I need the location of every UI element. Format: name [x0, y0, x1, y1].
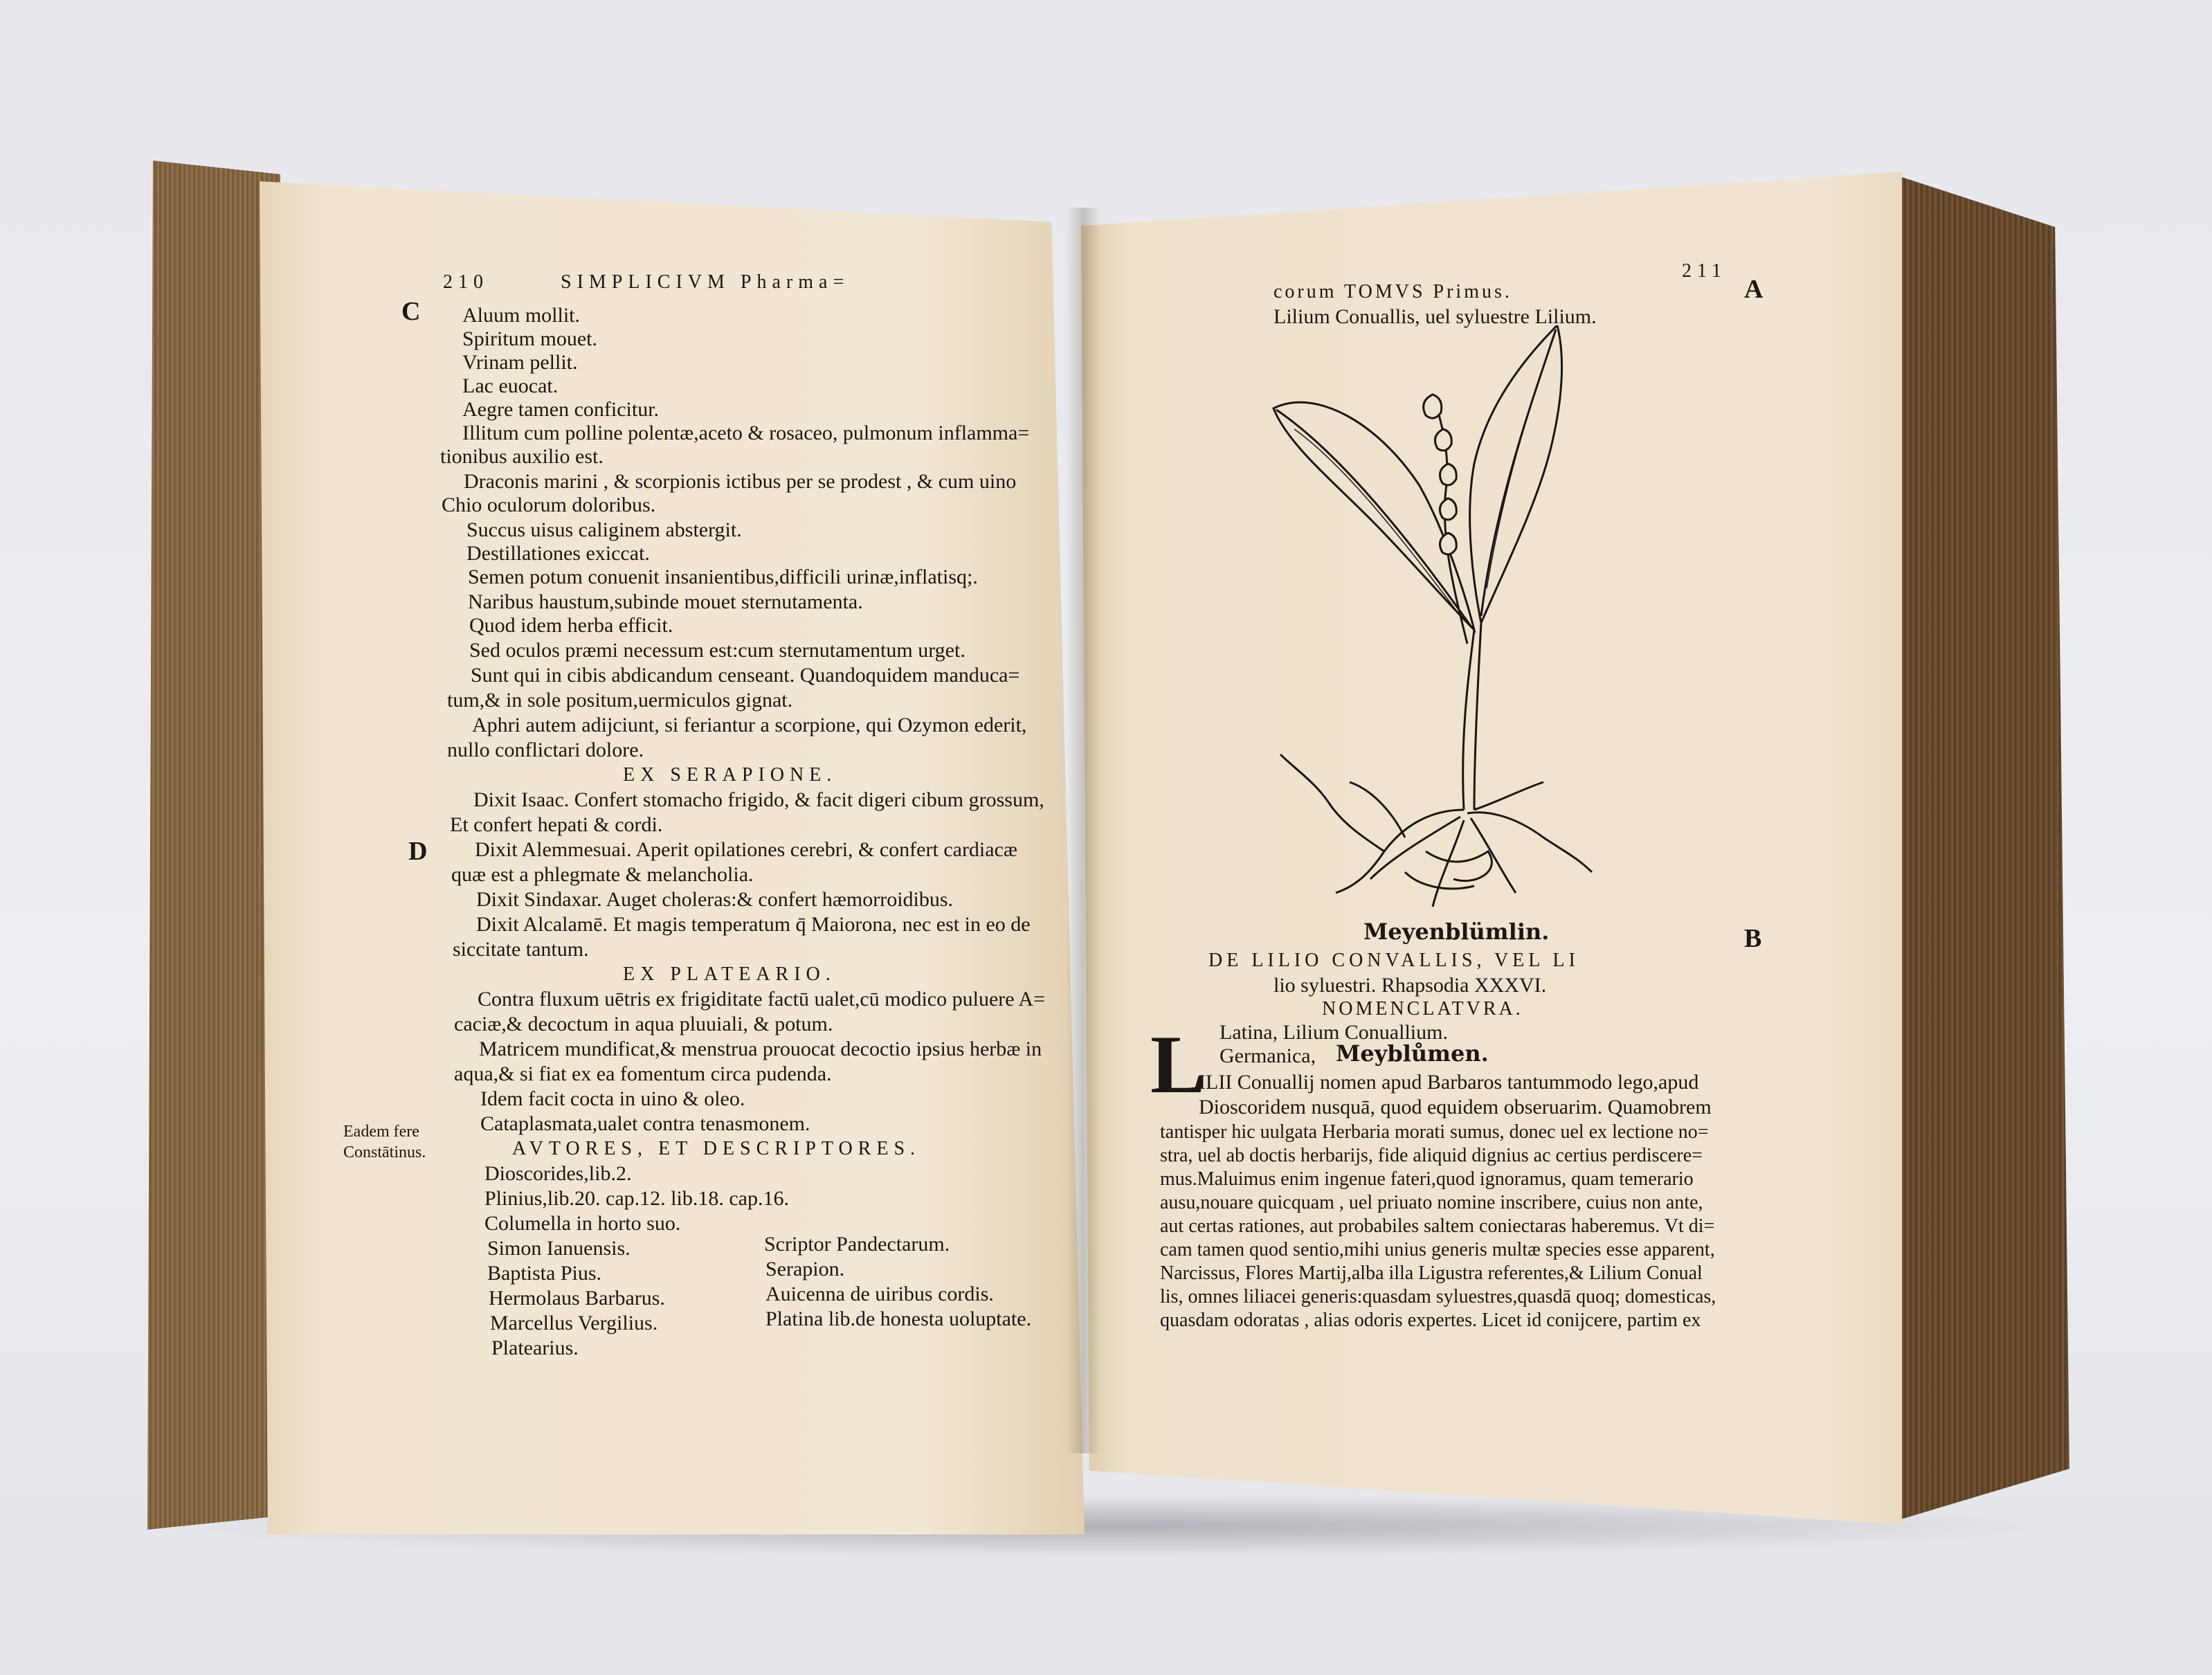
- nomenclatura-heading: NOMENCLATVRA.: [1322, 998, 1523, 1020]
- body-line: Dioscoridem nusquā, quod equidem obseruarim. Quamobrem: [1199, 1096, 1712, 1119]
- text-line: nullo conflictari dolore.: [447, 739, 644, 761]
- heading-ex-serapione: EX SERAPIONE.: [623, 764, 837, 786]
- body-line: quasdam odoratas , alias odoris expertes. Licet id conijcere, partim ex: [1160, 1310, 1701, 1331]
- right-page-number: 211: [1682, 260, 1727, 282]
- author-entry: Hermolaus Barbarus.: [489, 1287, 665, 1310]
- latin-name: Latina, Lilium Conuallium.: [1220, 1021, 1448, 1044]
- text-line: Illitum cum polline polentæ,aceto & rosaceo, pulmonum inflamma=: [462, 422, 1030, 444]
- plant-title: Lilium Conuallis, uel syluestre Lilium.: [1273, 305, 1597, 328]
- section-marker-d: D: [408, 837, 428, 866]
- text-line: Dixit Alemmesuai. Aperit opilationes cerebri, & confert cardiacæ: [475, 838, 1017, 861]
- author-entry: Platearius.: [491, 1337, 579, 1359]
- text-line: tum,& in sole positum,uermiculos gignat.: [447, 689, 793, 712]
- text-line: caciæ,& decoctum in aqua pluuiali, & potum.: [454, 1013, 833, 1035]
- author-entry: Platina lib.de honesta uoluptate.: [765, 1307, 1032, 1330]
- body-line: lis, omnes liliacei generis:quasdam syluestres,quasdā quoq; domesticas,: [1160, 1286, 1716, 1307]
- book-gutter: [1066, 208, 1100, 1454]
- author-entry: Marcellus Vergilius.: [490, 1312, 658, 1334]
- text-line: siccitate tantum.: [453, 938, 589, 961]
- lily-of-the-valley-woodcut: [1267, 325, 1599, 914]
- text-line: Vrinam pellit.: [462, 351, 578, 374]
- text-line: Cataplasmata,ualet contra tenasmonem.: [480, 1112, 810, 1135]
- body-line: cam tamen quod sentio,mihi unius generis multæ species esse apparent,: [1160, 1239, 1715, 1260]
- text-line: Quod idem herba efficit.: [469, 614, 673, 637]
- text-line: Aphri autem adijciunt, si feriantur a scorpione, qui Ozymon ederit,: [472, 714, 1027, 736]
- author-entry: Simon Ianuensis.: [487, 1237, 631, 1260]
- body-line: ILII Conuallij nomen apud Barbaros tantummodo lego,apud: [1199, 1071, 1699, 1094]
- text-line: Succus uisus caliginem abstergit.: [466, 518, 742, 541]
- right-running-head: corum TOMVS Primus.: [1273, 281, 1512, 302]
- body-line: ausu,nouare quicquam , uel priuato nomine inscribere, cuius non ante,: [1160, 1192, 1703, 1213]
- chapter-heading: DE LILIO CONVALLIS, VEL LI: [1208, 950, 1579, 971]
- author-entry: Auicenna de uiribus cordis.: [765, 1283, 994, 1305]
- text-line: Idem facit cocta in uino & oleo.: [480, 1087, 745, 1110]
- text-line: aqua,& si fiat ex ea fomentum circa pudenda.: [454, 1062, 832, 1085]
- germanica-value: Meyblůmen.: [1336, 1040, 1489, 1067]
- body-line: mus.Maluimus enim ingenue fateri,quod ignoramus, quam temerario: [1160, 1168, 1694, 1190]
- text-line: Aegre tamen conficitur.: [462, 398, 660, 421]
- author-entry: Baptista Pius.: [487, 1262, 602, 1285]
- left-running-head: SIMPLICIVM Pharma=: [561, 271, 850, 293]
- margin-note: Constātinus.: [343, 1143, 426, 1161]
- decorated-initial: L: [1150, 1018, 1206, 1110]
- text-line: Contra fluxum uētris ex frigiditate factū ualet,cū modico puluere A=: [478, 988, 1046, 1011]
- text-line: Aluum mollit.: [462, 304, 581, 327]
- text-line: Dixit Alcalamē. Et magis temperatum q̄ Maiorona, nec est in eo de: [476, 913, 1031, 936]
- heading-autores: AVTORES, ET DESCRIPTORES.: [512, 1138, 921, 1159]
- germanica-label: Germanica,: [1220, 1044, 1316, 1067]
- text-line: Chio oculorum doloribus.: [442, 494, 656, 516]
- author-entry: Scriptor Pandectarum.: [764, 1233, 950, 1256]
- body-line: stra, uel ab doctis herbarijs, fide aliquid dignius ac certius perdiscere=: [1160, 1145, 1703, 1166]
- text-line: quæ est a phlegmate & melancholia.: [451, 863, 754, 886]
- body-line: Narcissus, Flores Martij,alba illa Ligustra referentes,& Lilium Conual: [1160, 1262, 1703, 1284]
- margin-note: Eadem fere: [343, 1123, 419, 1141]
- left-page-number: 210: [443, 271, 489, 293]
- section-marker-b: B: [1744, 924, 1762, 953]
- text-line: Dixit Sindaxar. Auget choleras:& confert hæmorroidibus.: [476, 888, 954, 911]
- heading-ex-plateario: EX PLATEARIO.: [623, 963, 836, 985]
- text-line: tionibus auxilio est.: [440, 445, 604, 468]
- chapter-heading: lio syluestri. Rhapsodia XXXVI.: [1273, 974, 1547, 997]
- text-line: Dixit Isaac. Confert stomacho frigido, & facit digeri cibum grossum,: [473, 788, 1044, 811]
- text-line: Sunt qui in cibis abdicandum censeant. Quandoquidem manduca=: [471, 664, 1020, 687]
- german-plant-name: Meyenblümlin.: [1363, 918, 1550, 945]
- left-page-block-edge: [142, 161, 280, 1530]
- text-line: Lac euocat.: [462, 374, 559, 397]
- text-line: Matricem mundificat,& menstrua prouocat decoctio ipsius herbæ in: [479, 1038, 1042, 1060]
- author-entry: Serapion.: [765, 1258, 845, 1280]
- text-line: Spiritum mouet.: [462, 327, 597, 350]
- section-marker-a: A: [1744, 275, 1764, 304]
- text-line: Semen potum conuenit insanientibus,difficili urinæ,inflatisq;.: [468, 565, 978, 588]
- author-entry: Plinius,lib.20. cap.12. lib.18. cap.16.: [484, 1187, 789, 1210]
- author-entry: Columella in horto suo.: [484, 1212, 681, 1235]
- text-line: Et confert hepati & cordi.: [450, 813, 663, 836]
- text-line: Sed oculos præmi necessum est:cum sternutamentum urget.: [469, 639, 966, 662]
- body-line: tantisper hic uulgata Herbaria morati sumus, donec uel ex lectione no=: [1160, 1121, 1709, 1143]
- section-marker-c: C: [401, 297, 421, 326]
- author-entry: Dioscorides,lib.2.: [484, 1162, 632, 1185]
- right-page-block-edge: [1889, 173, 2069, 1523]
- text-line: Draconis marini , & scorpionis ictibus per se prodest , & cum uino: [464, 470, 1017, 493]
- body-line: aut certas rationes, aut probabiles saltem coniectaras haberemus. Vt di=: [1160, 1215, 1715, 1237]
- text-line: Naribus haustum,subinde mouet sternutamenta.: [468, 590, 863, 613]
- text-line: Destillationes exiccat.: [466, 542, 650, 565]
